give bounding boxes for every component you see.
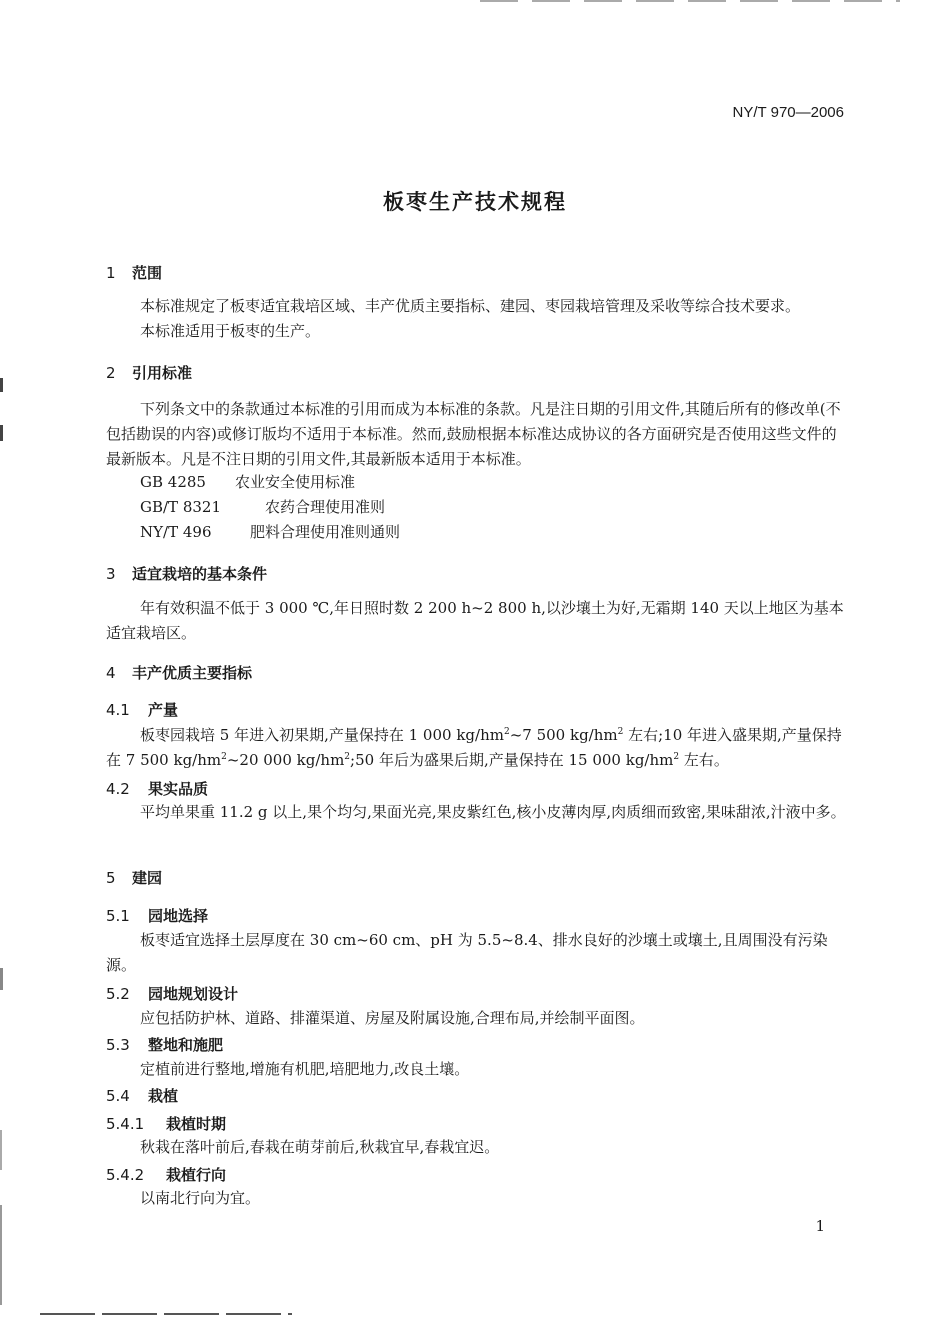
section-5-4-heading: 5.4 栽植 [106, 1087, 179, 1105]
scan-mark-left [0, 968, 3, 990]
section-4-2-heading: 4.2 果实品质 [106, 780, 209, 798]
section-5-4-2-heading: 5.4.2 栽植行向 [106, 1166, 227, 1184]
section-5-1-heading: 5.1 园地选择 [106, 907, 209, 925]
section-5-2-paragraph: 应包括防护林、道路、排灌渠道、房屋及附属设施,合理布局,并绘制平面图。 [140, 1009, 645, 1027]
section-5-2-heading: 5.2 园地规划设计 [106, 985, 239, 1003]
scan-mark-left [0, 425, 3, 441]
scan-mark-left [0, 1205, 2, 1305]
section-3-heading: 3 适宜栽培的基本条件 [106, 565, 268, 583]
scan-mark-bottom [40, 1313, 292, 1315]
scan-mark-left [0, 1130, 2, 1170]
section-1-heading: 1 范围 [106, 264, 163, 282]
section-2-paragraph: 下列条文中的条款通过本标准的引用而成为本标准的条款。凡是注日期的引用文件,其随后所有的修改单(不包括勘误的内容)或修订版均不适用于本标准。然而,鼓励根据本标准达成协议的各方面研究是否使用这些文件的最新版本。凡是不注日期的引用文件,其最新版本适用于本标准。 [106, 400, 841, 468]
page-number: 1 [815, 1217, 825, 1235]
section-4-heading: 4 丰产优质主要指标 [106, 664, 253, 682]
section-1-paragraph: 本标准适用于板枣的生产。 [140, 322, 321, 340]
section-5-3-paragraph: 定植前进行整地,增施有机肥,培肥地力,改良土壤。 [140, 1060, 470, 1078]
section-3-paragraph: 年有效积温不低于 3 000 ℃,年日照时数 2 200 h~2 800 h,以沙壤土为好,无霜期 140 天以上地区为基本适宜栽培区。 [106, 599, 844, 642]
section-5-3-heading: 5.3 整地和施肥 [106, 1036, 224, 1054]
scan-mark-top [480, 0, 900, 2]
section-5-1-paragraph: 板枣适宜选择土层厚度在 30 cm~60 cm、pH 为 5.5~8.4、排水良好的沙壤土或壤土,且周围没有污染源。 [106, 931, 828, 974]
section-4-1-paragraph: 板枣园栽培 5 年进入初果期,产量保持在 1 000 $kg/hm^2\sim 7$ 500 $kg/hm^2$ 左右;10 年进入盛果期,产量保持在 7 500 $kg/hm^2\sim 20$ 000 $kg/hm^2;50$ 年后为盛果后期,产量保持在 15 000 $kg/hm^2$ 左右。 [106, 726, 842, 769]
section-4-1-heading: 4.1 产量 [106, 701, 179, 719]
standard-code: NY/T 970—2006 [732, 104, 844, 121]
section-5-4-1-heading: 5.4.1 栽植时期 [106, 1115, 227, 1133]
scan-mark-left [0, 378, 3, 392]
section-5-4-2-paragraph: 以南北行向为宜。 [140, 1189, 261, 1207]
section-5-4-1-paragraph: 秋栽在落叶前后,春栽在萌芽前后,秋栽宜早,春栽宜迟。 [140, 1138, 500, 1156]
reference-item: GB 4285 农业安全使用标准 [140, 473, 356, 491]
section-1-paragraph: 本标准规定了板枣适宜栽培区域、丰产优质主要指标、建园、枣园栽培管理及采收等综合技术要求。 [140, 297, 801, 315]
reference-item: NY/T 496 肥料合理使用准则通则 [140, 523, 401, 541]
reference-item: GB/T 8321 农药合理使用准则 [140, 498, 386, 516]
section-5-heading: 5 建园 [106, 869, 163, 887]
document-title: 板枣生产技术规程 [383, 190, 567, 214]
section-2-heading: 2 引用标准 [106, 364, 193, 382]
section-4-2-paragraph: 平均单果重 11.2 g 以上,果个均匀,果面光亮,果皮紫红色,核小皮薄肉厚,肉质细而致密,果味甜浓,汁液中多。 [140, 803, 846, 821]
